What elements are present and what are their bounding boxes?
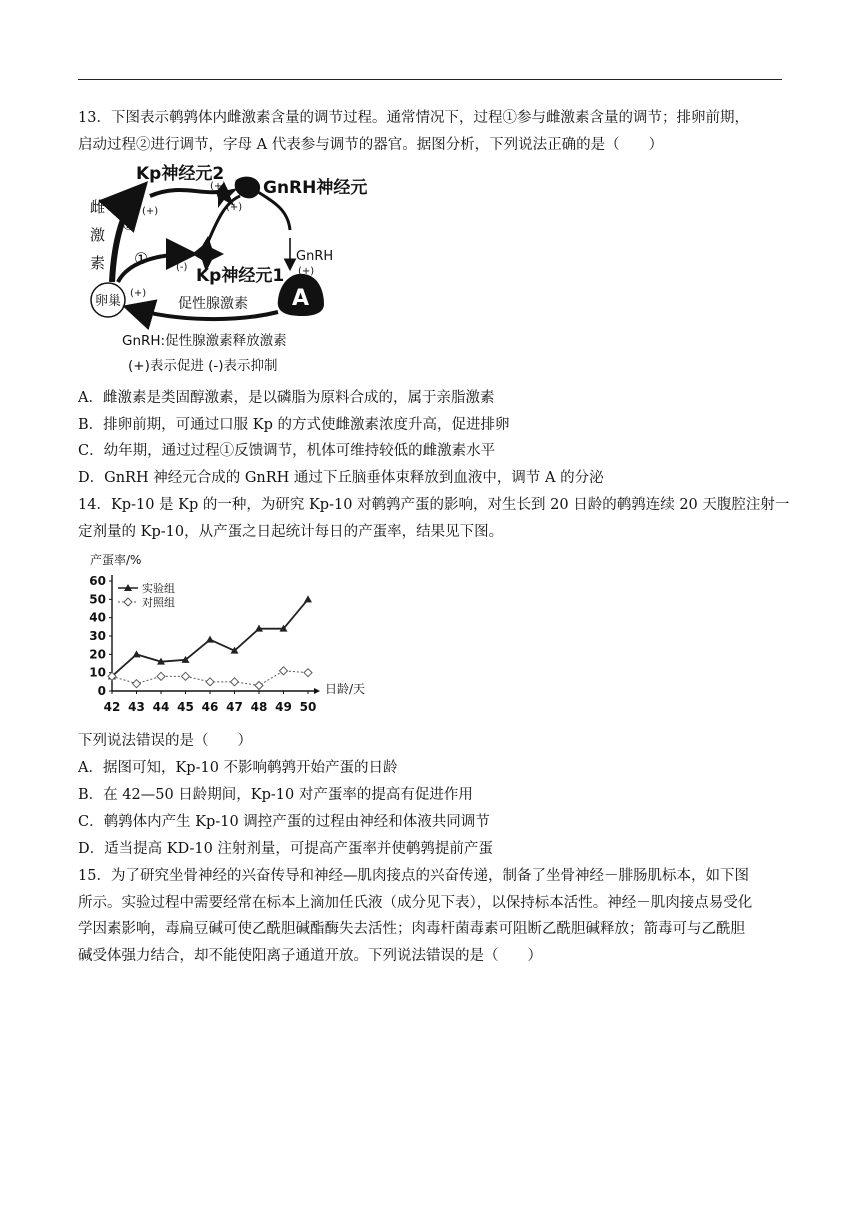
plus-sign-3: (+) — [226, 202, 243, 213]
q14-option-a: A．据图可知，Kp-10 不影响鹌鹑开始产蛋的日龄 — [78, 760, 398, 776]
plus-sign-5: (+) — [130, 288, 147, 299]
egg-laying-rate-chart — [78, 548, 378, 718]
legend-label-1: 对照组 — [142, 596, 175, 609]
data-point-1 — [206, 678, 214, 686]
data-point-1 — [280, 667, 288, 675]
y-tick-label: 10 — [89, 665, 106, 680]
kp-neuron-2-label: Kp神经元2 — [136, 164, 225, 184]
x-tick-label: 43 — [128, 700, 145, 714]
gnrh-neuron-label: GnRH神经元 — [263, 178, 368, 198]
x-tick-label: 44 — [152, 700, 170, 714]
diagram-legend-2: (+)表示促进 (-)表示抑制 — [128, 358, 278, 374]
q14-option-c: C．鹌鹑体内产生 Kp-10 调控产蛋的过程由神经和体液共同调节 — [78, 814, 490, 830]
data-point-1 — [231, 678, 239, 686]
q14-stem-line1: 14．Kp-10 是 Kp 的一种，为研究 Kp-10 对鹌鹑产蛋的影响，对生长到 20 日龄的鹌鹑连续 20 天腹腔注射一 — [78, 497, 790, 513]
chart-x-label: 日龄/天 — [325, 682, 366, 696]
plus-sign-4: (+) — [298, 266, 315, 277]
data-point-1 — [157, 672, 165, 680]
y-tick-label: 0 — [97, 684, 106, 698]
chart-legend — [118, 581, 175, 609]
kp2-axon — [150, 190, 218, 196]
x-tick-label: 45 — [177, 700, 194, 714]
q14-stem-line2: 定剂量的 Kp-10，从产蛋之日起统计每日的产蛋率，结果见下图。 — [78, 524, 504, 540]
q15-line3: 学因素影响，毒扁豆碱可使乙酰胆碱酯酶失去活性；肉毒杆菌毒素可阻断乙酰胆碱释放；箭毒可与乙酰胆 — [78, 921, 745, 937]
x-tick-label: 42 — [103, 700, 121, 714]
hormone-regulation-diagram — [78, 162, 368, 376]
q15-line2: 所示。实验过程中需要经常在标本上滴加任氏液（成分见下表），以保持标本活性。神经－肌肉接点易受化 — [78, 895, 753, 911]
legend-marker-1 — [124, 598, 132, 606]
q15-line4: 碱受体强力结合，却不能使阳离子通道开放。下列说法错误的是（ ） — [78, 948, 542, 964]
y-tick-label: 40 — [89, 610, 106, 625]
chart-ticks — [89, 574, 316, 714]
data-point-1 — [255, 682, 263, 690]
legend-label-0: 实验组 — [142, 582, 175, 595]
q14-option-d: D．适当提高 KD-10 注射剂量，可提高产蛋率并使鹌鹑提前产蛋 — [78, 841, 493, 857]
process-1-label: ① — [134, 249, 149, 268]
ovary-label: 卵巢 — [95, 294, 122, 309]
data-point-0 — [133, 650, 141, 657]
q13-stem-line1: 13．下图表示鹌鹑体内雌激素含量的调节过程。通常情况下，过程①参与雌激素含量的调节；排卵前期， — [78, 110, 749, 126]
q15-line1: 15．为了研究坐骨神经的兴奋传导和神经—肌肉接点的兴奋传递，制备了坐骨神经－腓肠肌标本，如下图 — [78, 868, 749, 884]
y-tick-label: 60 — [89, 574, 106, 588]
x-axis-arrow — [314, 688, 320, 694]
q13-option-a: A．雌激素是类固醇激素，是以磷脂为原料合成的，属于亲脂激素 — [78, 390, 495, 406]
chart-series — [108, 595, 312, 689]
gnrh-arrow-label: GnRH — [296, 249, 334, 264]
side-label-2: 激 — [90, 226, 106, 244]
q13-stem-line2: 启动过程②进行调节，字母 A 代表参与调节的器官。据图分析，下列说法正确的是（ ） — [78, 137, 664, 153]
q13-option-d: D．GnRH 神经元合成的 GnRH 通过下丘脑垂体束释放到血液中，调节 A 的分泌 — [78, 470, 604, 486]
kp-neuron-1-label: Kp神经元1 — [196, 266, 285, 286]
process-2-arrow — [112, 190, 140, 282]
x-tick-label: 47 — [226, 700, 243, 714]
chart-y-label: 产蛋率/% — [90, 553, 142, 567]
y-tick-label: 30 — [89, 629, 106, 643]
data-point-1 — [182, 672, 190, 680]
data-point-0 — [206, 636, 214, 643]
y-tick-label: 50 — [89, 592, 106, 607]
diagram-legend-1: GnRH:促性腺激素释放激素 — [122, 333, 287, 349]
y-tick-label: 20 — [89, 647, 106, 662]
header-rule — [78, 79, 782, 80]
minus-sign-1: (-) — [176, 262, 188, 273]
hormone-label: 促性腺激素 — [178, 296, 248, 312]
plus-sign-1: (+) — [142, 206, 159, 217]
process-2-label: ② — [122, 215, 137, 234]
data-point-1 — [133, 680, 141, 688]
x-tick-label: 48 — [250, 700, 268, 714]
x-tick-label: 50 — [299, 700, 317, 714]
q13-option-b: B．排卵前期，可通过口服 Kp 的方式使雌激素浓度升高，促进排卵 — [78, 417, 510, 433]
plus-sign-2: (+) — [210, 181, 227, 192]
q13-option-c: C．幼年期，通过过程①反馈调节，机体可维持较低的雌激素水平 — [78, 443, 496, 459]
x-tick-label: 49 — [275, 700, 292, 714]
data-point-0 — [304, 595, 312, 602]
side-label-1: 雌 — [90, 198, 106, 216]
data-point-1 — [304, 669, 312, 677]
q14-prompt: 下列说法错误的是（ ） — [78, 733, 252, 749]
x-tick-label: 46 — [201, 700, 219, 714]
side-label-3: 素 — [90, 254, 106, 272]
q14-option-b: B．在 42—50 日龄期间，Kp-10 对产蛋率的提高有促进作用 — [78, 787, 473, 803]
organ-a-label: A — [292, 286, 310, 311]
